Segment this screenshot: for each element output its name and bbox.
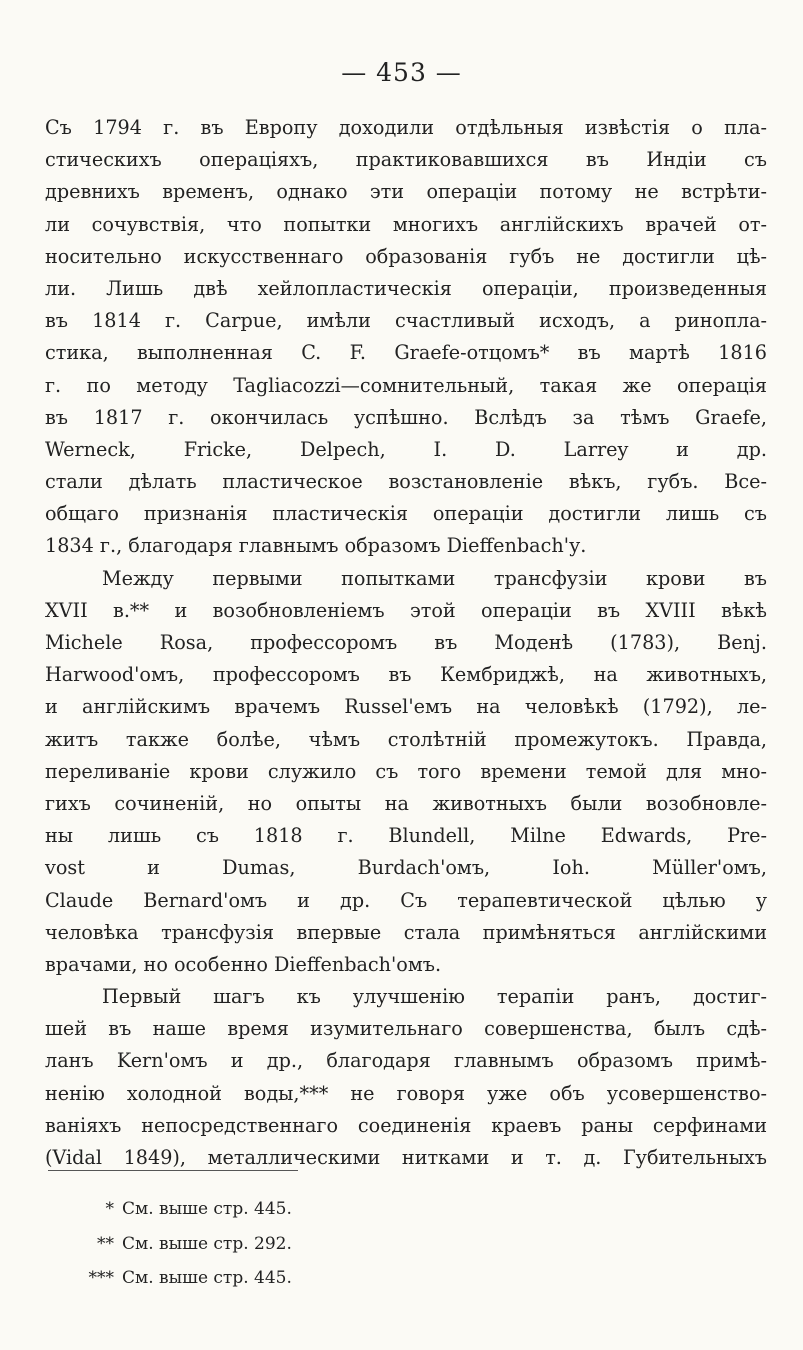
text-line: переливаніе крови служило съ того времени темой для мно- [45, 759, 767, 783]
text-line: древнихъ временъ, однако эти операціи потому не встрѣти- [45, 180, 767, 204]
footnote-text: См. выше стр. 292. [122, 1233, 292, 1254]
text-line: въ 1817 г. окончилась успѣшно. Вслѣдъ за тѣмъ Graefe, [45, 405, 767, 429]
paragraph-start-line: Между первыми попытками трансфузіи крови въ [102, 566, 767, 590]
text-line: Claude Bernard'омъ и др. Съ терапевтической цѣлью у [45, 888, 767, 912]
page-number: — 453 — [341, 58, 462, 87]
footnote [80, 1261, 292, 1296]
footnotes [80, 1192, 292, 1296]
paragraph-start-line: Первый шагъ къ улучшенію терапіи ранъ, достиг- [102, 985, 767, 1009]
footnote-text: См. выше стр. 445. [122, 1268, 292, 1288]
text-line: житъ также болѣе, чѣмъ столѣтній промежутокъ. Правда, [45, 727, 767, 751]
text-line: носительно искусственнаго образованія губъ не достигли цѣ- [45, 244, 767, 268]
text-line: ли. Лишь двѣ хейлопластическія операціи, произведенныя [45, 276, 767, 300]
text-line: гихъ сочиненій, но опыты на животныхъ были возобновле- [45, 791, 767, 815]
footnote-marker: ** [97, 1233, 114, 1254]
text-line: ли сочувствія, что попытки многихъ англійскихъ врачей от- [45, 212, 767, 236]
text-line: ланъ Kern'омъ и др., благодаря главнымъ образомъ примѣ- [45, 1049, 767, 1073]
text-line: врачами, но особенно Dieffenbach'омъ. [45, 952, 442, 976]
footnote [80, 1192, 292, 1227]
text-line: 1834 г., благодаря главнымъ образомъ Dieffenbach'у. [45, 534, 587, 558]
text-line: г. по методу Tagliacozzi—сомнительный, такая же операція [45, 373, 767, 397]
text-line: Werneck, Fricke, Delpech, I. D. Larrey и др. [45, 437, 767, 461]
text-line: ны лишь съ 1818 г. Blundell, Milne Edwards, Pre- [45, 824, 767, 848]
footnote-marker: * [105, 1199, 114, 1219]
text-line: ваніяхъ непосредственнаго соединенія краевъ раны серфинами [45, 1113, 767, 1137]
footnote-separator [48, 1170, 298, 1171]
text-line: человѣка трансфузія впервые стала примѣняться англійскими [45, 920, 767, 944]
footnote-marker: *** [88, 1268, 114, 1288]
text-line: въ 1814 г. Carpue, имѣли счастливый исходъ, а ринопла- [45, 309, 767, 333]
body-text [45, 112, 767, 1174]
text-line: и англійскимъ врачемъ Russel'емъ на человѣкѣ (1792), ле- [45, 695, 767, 719]
text-line: (Vidal 1849), металлическими нитками и т. д. Губительныхъ [45, 1146, 767, 1169]
text-line: Michele Rosa, профессоромъ въ Моденѣ (1783), Benj. [45, 631, 767, 654]
text-line: шей въ наше время изумительнаго совершенства, былъ сдѣ- [45, 1017, 767, 1041]
text-line: vost и Dumas, Burdach'омъ, Ioh. Müller'омъ, [45, 856, 767, 880]
text-line: общаго признанія пластическія операціи достигли лишь съ [45, 502, 767, 526]
text-line: стика, выполненная C. F. Graefe-отцомъ* въ мартѣ 1816 [45, 341, 767, 365]
text-line: Съ 1794 г. въ Европу доходили отдѣльныя извѣстія о пла- [45, 116, 767, 139]
footnote-text: См. выше стр. 445. [122, 1199, 292, 1219]
footnote [80, 1227, 292, 1262]
text-line: стали дѣлать пластическое возстановленіе вѣкъ, губъ. Все- [45, 470, 767, 494]
text-line: Harwood'омъ, профессоромъ въ Кембриджѣ, на животныхъ, [45, 663, 767, 687]
text-line: XVII в.** и возобновленіемъ этой операціи въ XVIII вѣкѣ [45, 598, 767, 622]
text-line: ненію холодной воды,*** не говоря уже объ усовершенство- [45, 1081, 767, 1105]
text-line: стическихъ операціяхъ, практиковавшихся въ Индіи съ [45, 148, 767, 172]
